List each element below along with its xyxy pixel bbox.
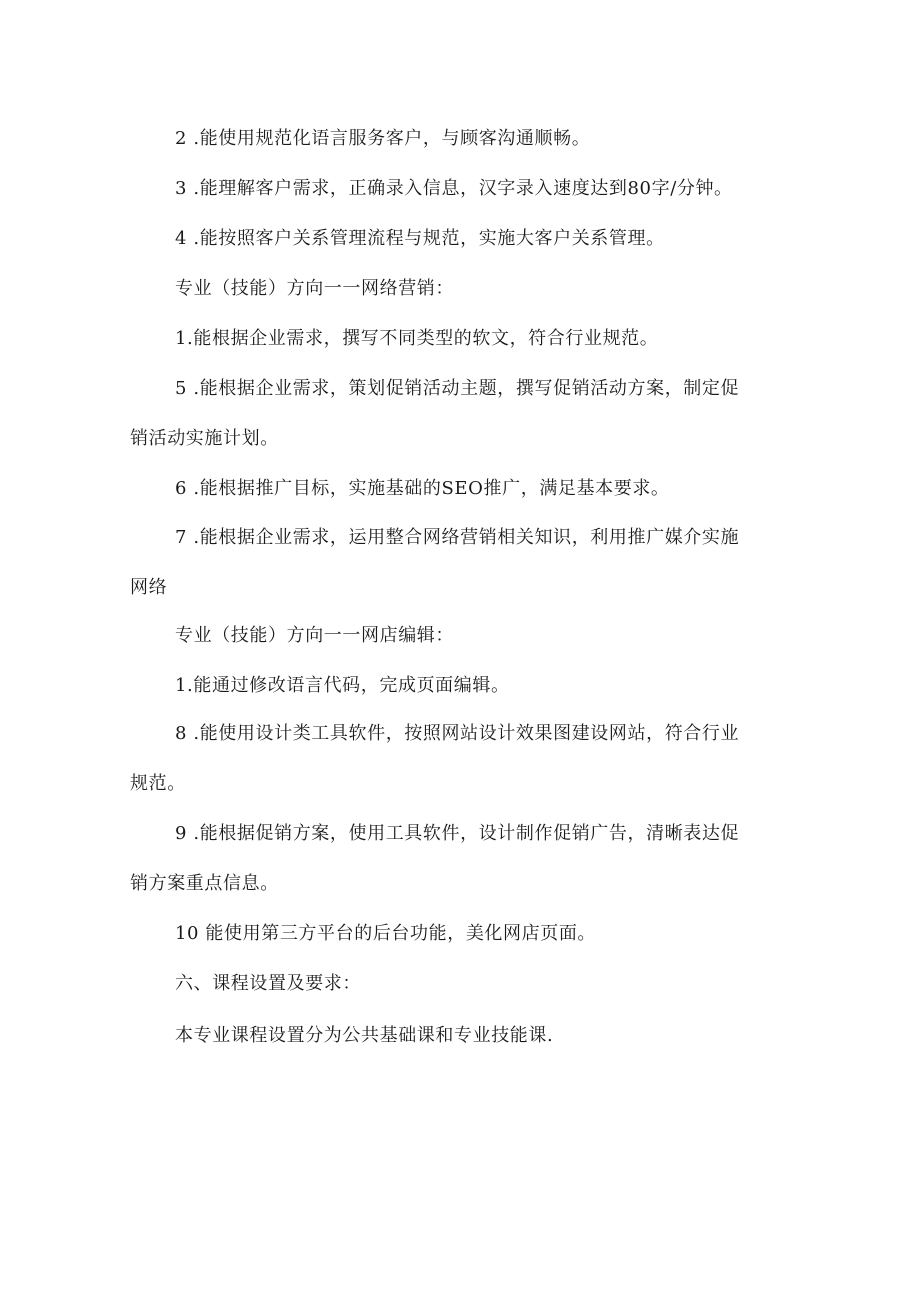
text-line: 9 .能根据促销方案，使用工具软件，设计制作促销广告，清晰表达促 (175, 823, 740, 844)
text-line: 4 .能按照客户关系管理流程与规范，实施大客户关系管理。 (175, 228, 665, 249)
text-line: 5 .能根据企业需求，策划促销活动主题，撰写促销活动方案，制定促 (175, 378, 740, 399)
text-line: 10 能使用第三方平台的后台功能，美化网店页面。 (175, 923, 597, 944)
text-line: 7 .能根据企业需求，运用整合网络营销相关知识，利用推广媒介实施 (175, 527, 740, 548)
text-line: 网络 (130, 577, 168, 598)
text-line: 6 .能根据推广目标，实施基础的SEO推广，满足基本要求。 (175, 478, 670, 499)
text-line: 2 .能使用规范化语言服务客户，与顾客沟通顺畅。 (175, 128, 591, 149)
section-heading: 专业（技能）方向一一网店编辑： (175, 625, 454, 646)
section-heading: 专业（技能）方向一一网络营销： (175, 278, 454, 299)
text-line: 销方案重点信息。 (130, 873, 279, 894)
text-line: 1.能通过修改语言代码，完成页面编辑。 (175, 675, 510, 696)
text-line: 本专业课程设置分为公共基础课和专业技能课. (175, 1025, 554, 1046)
text-line: 销活动实施计划。 (130, 428, 279, 449)
text-line: 8 .能使用设计类工具软件，按照网站设计效果图建设网站，符合行业 (175, 723, 740, 744)
section-heading: 六、课程设置及要求： (175, 973, 361, 994)
text-line: 1.能根据企业需求，撰写不同类型的软文，符合行业规范。 (175, 328, 659, 349)
text-line: 规范。 (130, 773, 186, 794)
text-line: 3 .能理解客户需求，正确录入信息，汉字录入速度达到80字/分钟。 (175, 178, 733, 199)
